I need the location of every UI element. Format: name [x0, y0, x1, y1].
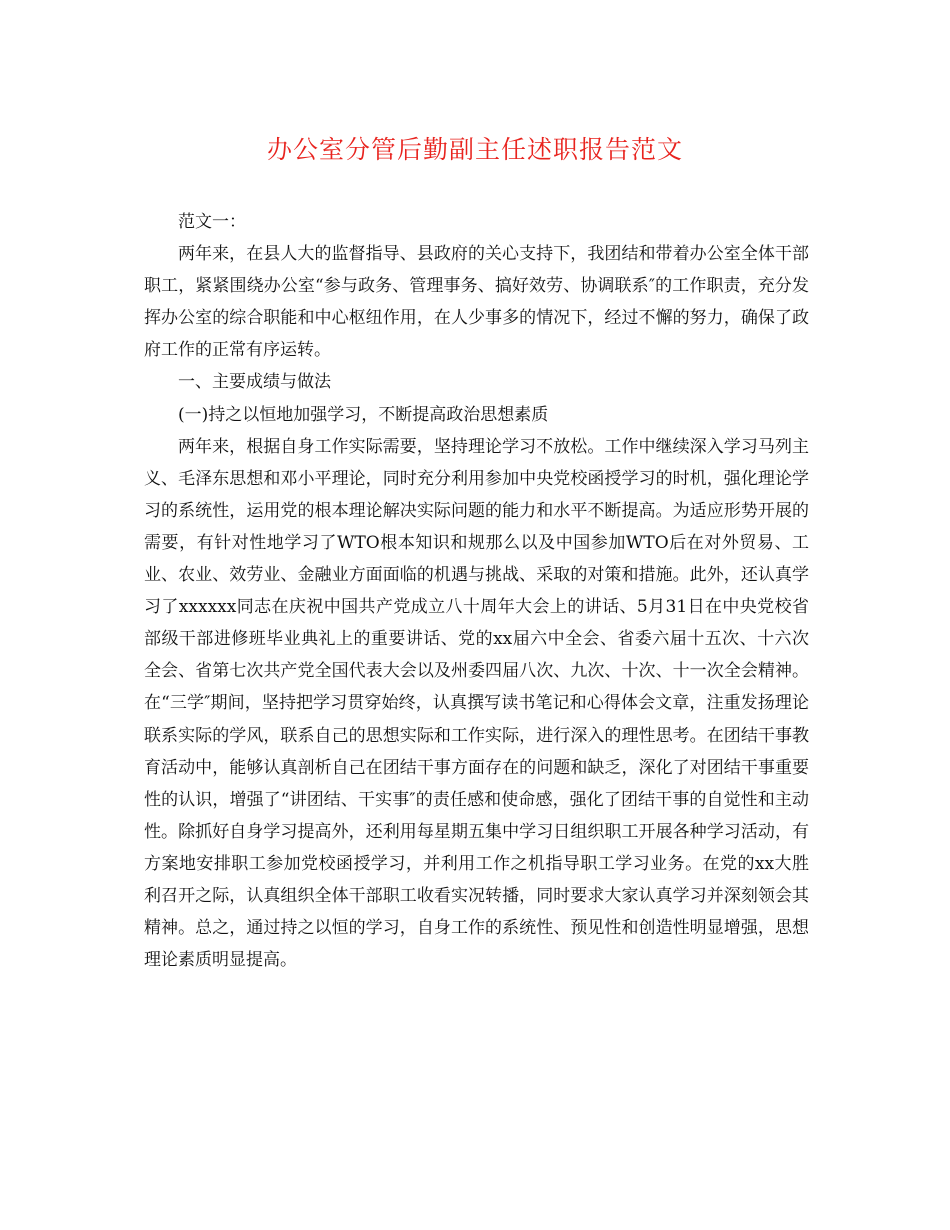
paragraph-study: 两年来，根据自身工作实际需要，坚持理论学习不放松。工作中继续深入学习马列主义、毛泽东思想和邓小平理论，同时充分利用参加中央党校函授学习的时机，强化理论学习的系统性，运用党的根本理论解决实际问题的能力和水平不断提高。为适应形势开展的需要，有针对性地学习了WTO根本知识和规那么以及中国参加WTO后在对外贸易、工业、农业、效劳业、金融业方面面临的机遇与挑战、采取的对策和措施。此外，还认真学习了xxxxxx同志在庆祝中国共产党成立八十周年大会上的讲话、5月31日在中央党校省部级干部进修班毕业典礼上的重要讲话、党的xx届六中全会、省委六届十五次、十六次全会、省第七次共产党全国代表大会以及州委四届八次、九次、十次、十一次全会精神。在“三学″期间，坚持把学习贯穿始终，认真撰写读书笔记和心得体会文章，注重发扬理论联系实际的学风，联系自己的思想实际和工作实际，进行深入的理性思考。在团结干事教育活动中，能够认真剖析自己在团结干事方面存在的问题和缺乏，深化了对团结干事重要性的认识，增强了“讲团结、干实事″的责任感和使命感，强化了团结干事的自觉性和主动性。除抓好自身学习提高外，还利用每星期五集中学习日组织职工开展各种学习活动，有方案地安排职工参加党校函授学习，并利用工作之机指导职工学习业务。在党的xx大胜利召开之际，认真组织全体干部职工收看实况转播，同时要求大家认真学习并深刻领会其精神。总之，通过持之以恒的学习，自身工作的系统性、预见性和创造性明显增强，思想理论素质明显提高。 — [144, 436, 809, 971]
paragraph-intro: 两年来，在县人大的监督指导、县政府的关心支持下，我团结和带着办公室全体干部职工，紧紧围绕办公室“参与政务、管理事务、搞好效劳、协调联系″的工作职责，充分发挥办公室的综合职能和中心枢纽作用，在人少事多的情况下，经过不懈的努力，确保了政府工作的正常有序运转。 — [144, 244, 809, 361]
section-heading: 一、主要成绩与做法 — [178, 372, 331, 393]
document-title: 办公室分管后勤副主任述职报告范文 — [266, 135, 683, 164]
paragraph-sample-label: 范文一： — [178, 212, 246, 232]
subsection-heading: (一)持之以恒地加强学习，不断提高政治思想素质 — [178, 404, 549, 425]
document-body — [144, 206, 809, 976]
